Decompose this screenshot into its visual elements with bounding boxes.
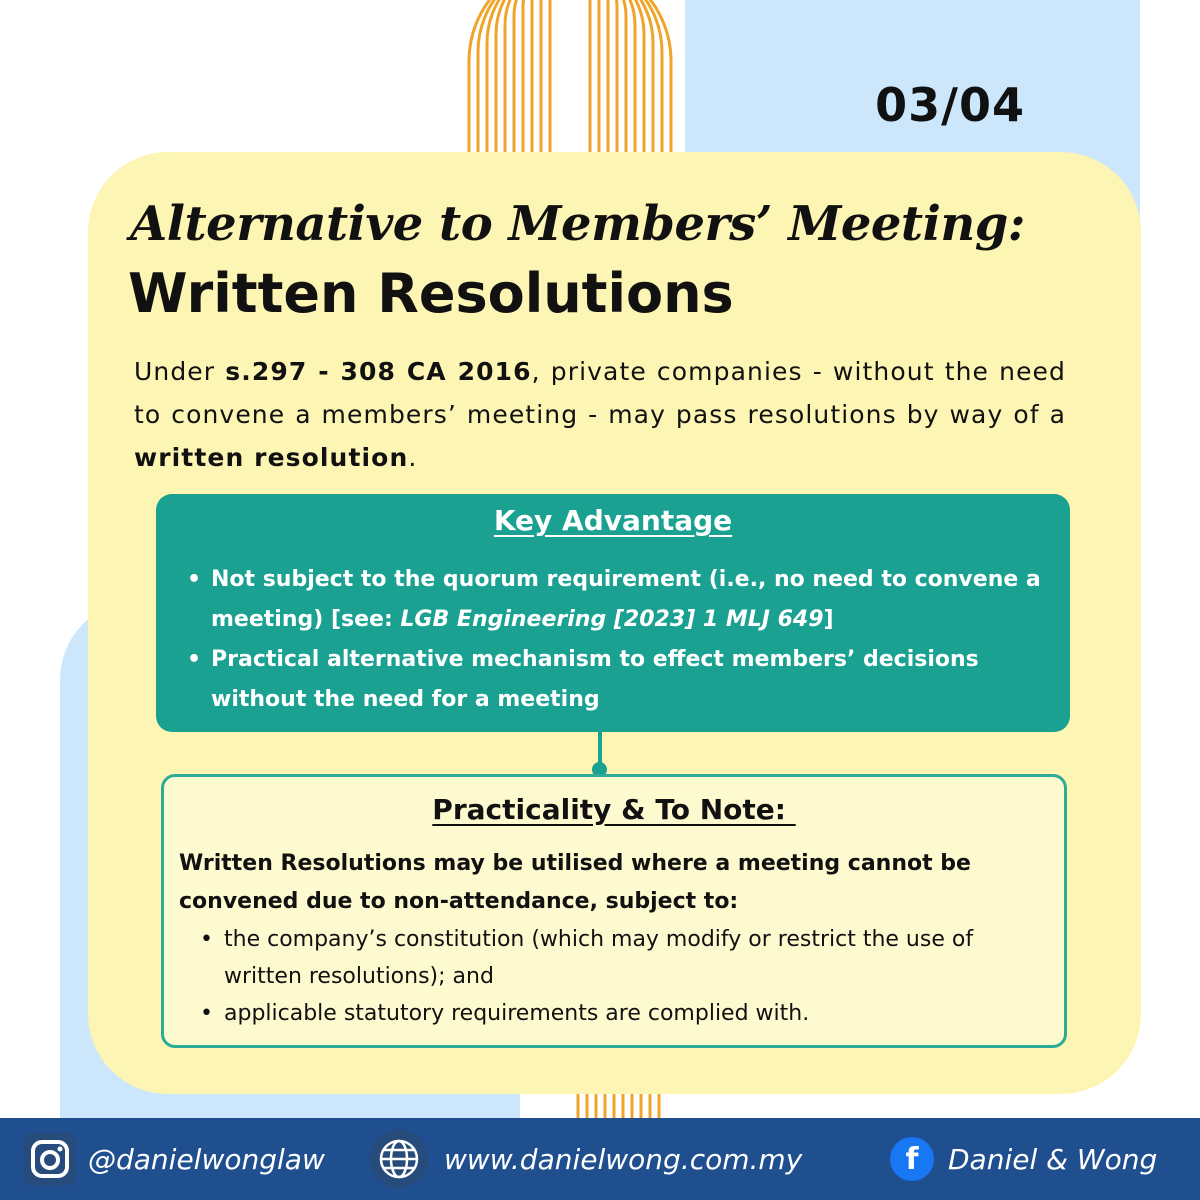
intro-statute-ref: s.297 - 308 CA 2016 [225, 357, 532, 386]
list-item [200, 921, 1054, 995]
decorative-arc [532, 0, 608, 160]
bullet-tail: ] [823, 607, 834, 632]
intro-suffix: . [408, 443, 418, 472]
facebook-name: Daniel & Wong [948, 1142, 1158, 1176]
key-advantage-heading: Key Advantage [493, 504, 733, 537]
bullet-text: the company’s constitution (which may modify or restrict the use of written resolutions); and [224, 927, 974, 989]
list-item [187, 560, 1061, 640]
intro-term: written resolution [134, 443, 409, 472]
instagram-icon [24, 1133, 76, 1185]
note-lead-text: Written Resolutions may be utilised where a meeting cannot be convened due to non-attendance, subject to: [179, 851, 971, 914]
intro-prefix: Under [134, 357, 226, 386]
case-citation: LGB Engineering [2023] 1 MLJ 649 [400, 607, 824, 632]
bullet-text: Not subject to the quorum requirement (i.e., no need to convene a meeting) [see: [211, 567, 1041, 632]
footer-bar [0, 1118, 1200, 1200]
decorative-arc [550, 0, 590, 160]
decorative-arc [487, 0, 653, 160]
list-item [200, 995, 1054, 1032]
instagram-link[interactable] [24, 1118, 325, 1200]
bullet-text: applicable statutory requirements are complied with. [224, 1001, 810, 1026]
practicality-note-box [161, 774, 1067, 1048]
decorative-arc [469, 0, 671, 160]
facebook-link[interactable] [890, 1118, 1157, 1200]
title-subtitle: Alternative to Members’ Meeting: [130, 196, 1026, 252]
decorative-arc [496, 0, 644, 160]
website-url: www.danielwong.com.my [444, 1142, 803, 1176]
decorative-arc [523, 0, 617, 160]
note-list [200, 921, 1054, 1032]
bullet-text: Practical alternative mechanism to effect members’ decisions without the need for a meeting [211, 647, 979, 712]
instagram-handle: @danielwonglaw [88, 1142, 325, 1176]
bullet-icon: • [200, 927, 213, 952]
globe-icon [370, 1130, 428, 1188]
intro-paragraph [134, 350, 1066, 479]
note-heading: Practicality & To Note: [432, 793, 796, 826]
bullet-icon: • [200, 1001, 213, 1026]
bullet-icon: • [187, 647, 202, 672]
key-advantage-list [187, 560, 1061, 720]
page-number: 03/04 [875, 78, 1025, 132]
website-link[interactable] [370, 1118, 802, 1200]
key-advantage-box [156, 494, 1070, 732]
page-title: Written Resolutions [128, 262, 734, 325]
intro-middle: , private companies - without the need to convene a members’ meeting - may pass resolutions by way of a [134, 357, 1066, 429]
bullet-icon: • [187, 567, 202, 592]
facebook-icon: f [890, 1137, 934, 1181]
list-item [187, 640, 1061, 720]
